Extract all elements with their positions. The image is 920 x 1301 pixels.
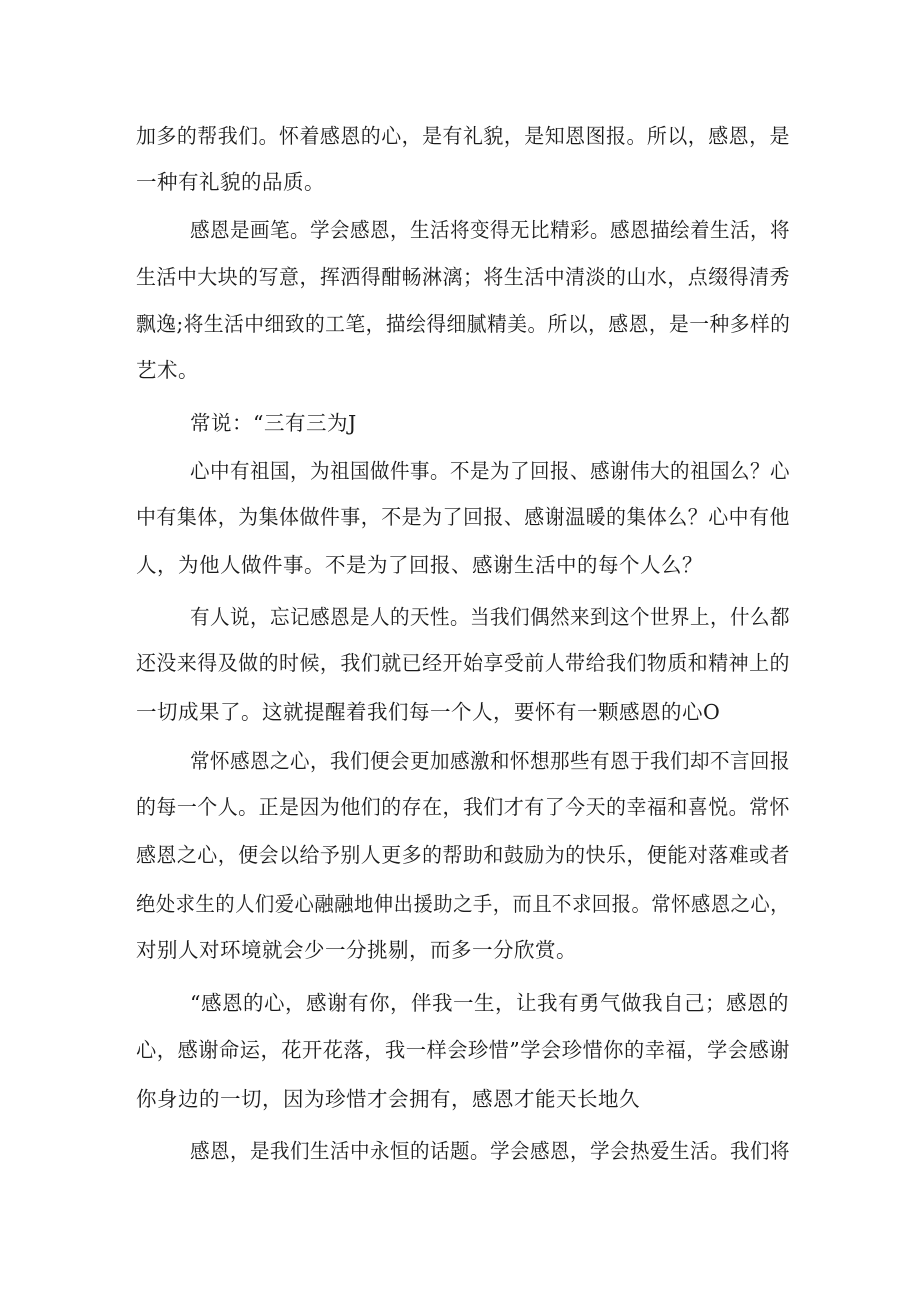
text-line-content: 生活中大块的写意，挥洒得酣畅淋漓；将生活中清淡的山水，点缀得清秀	[136, 265, 790, 289]
text-line-content: 绝处求生的人们爱心融融地伸出援助之手，而且不求回报。常怀感恩之心，	[136, 892, 790, 916]
text-line-content: 感恩，是我们生活中永恒的话题。学会感恩，学会热爱生活。我们将	[190, 1139, 791, 1163]
text-line-content: 对别人对环境就会少一分挑剔，而多一分欣赏。	[136, 938, 577, 962]
text-line	[0, 930, 920, 970]
text-line-content: 感恩是画笔。学会感恩，生活将变得无比精彩。感恩描绘着生活，将	[190, 218, 791, 242]
text-line-content: 有人说，忘记感恩是人的天性。当我们偶然来到这个世界上，什么都	[190, 605, 791, 629]
text-line	[0, 116, 920, 156]
text-line-content: 还没来得及做的时候，我们就已经开始享受前人带给我们物质和精神上的	[136, 651, 790, 675]
text-line-content: 感恩之心，便会以给予别人更多的帮助和鼓励为的快乐，便能对落难或者	[136, 843, 790, 867]
paragraph-first-line	[0, 741, 920, 781]
text-line	[0, 162, 920, 202]
text-line	[0, 787, 920, 827]
text-line-content: 一切成果了。这就提醒着我们每一个人，要怀有一颗感恩的心O	[136, 700, 721, 724]
text-line	[0, 1030, 920, 1070]
text-line	[0, 545, 920, 585]
text-line-content: 心，感谢命运，花开花落，我一样会珍惜”学会珍惜你的幸福，学会感谢	[136, 1038, 790, 1062]
text-line-content: “感恩的心，感谢有你，伴我一生，让我有勇气做我自己；感恩的	[190, 991, 789, 1015]
text-line	[0, 1079, 920, 1119]
text-line-content: 心中有祖国，为祖国做件事。不是为了回报、感谢伟大的祖国么？心	[190, 459, 791, 483]
text-line-content: 常说：“三有三为J	[190, 411, 357, 435]
paragraph-first-line	[0, 597, 920, 637]
text-line-content: 中有集体，为集体做件事，不是为了回报、感谢温暖的集体么？心中有他	[136, 505, 790, 529]
text-line	[0, 304, 920, 344]
text-line-content: 一种有礼貌的品质。	[136, 170, 325, 194]
paragraph-first-line	[0, 983, 920, 1023]
text-line	[0, 643, 920, 683]
text-line-content: 常怀感恩之心，我们便会更加感激和怀想那些有恩于我们却不言回报	[190, 749, 791, 773]
paragraph-first-line	[0, 403, 920, 443]
text-line	[0, 692, 920, 732]
text-line-content: 艺术。	[136, 358, 199, 382]
text-line	[0, 835, 920, 875]
text-line-content: 人，为他人做件事。不是为了回报、感谢生活中的每个人么？	[136, 553, 703, 577]
paragraph-first-line	[0, 451, 920, 491]
paragraph-first-line	[0, 1131, 920, 1171]
text-line	[0, 350, 920, 390]
text-line	[0, 497, 920, 537]
paragraph-first-line	[0, 210, 920, 250]
text-line-content: 的每一个人。正是因为他们的存在，我们才有了今天的幸福和喜悦。常怀	[136, 795, 790, 819]
text-line-content: 加多的帮我们。怀着感恩的心，是有礼貌，是知恩图报。所以，感恩，是	[136, 124, 790, 148]
text-line-content: 你身边的一切，因为珍惜才会拥有，感恩才能天长地久	[136, 1087, 640, 1111]
text-line	[0, 257, 920, 297]
text-line-content: 飘逸;将生活中细致的工笔，描绘得细腻精美。所以，感恩，是一种多样的	[136, 312, 791, 336]
text-line	[0, 884, 920, 924]
